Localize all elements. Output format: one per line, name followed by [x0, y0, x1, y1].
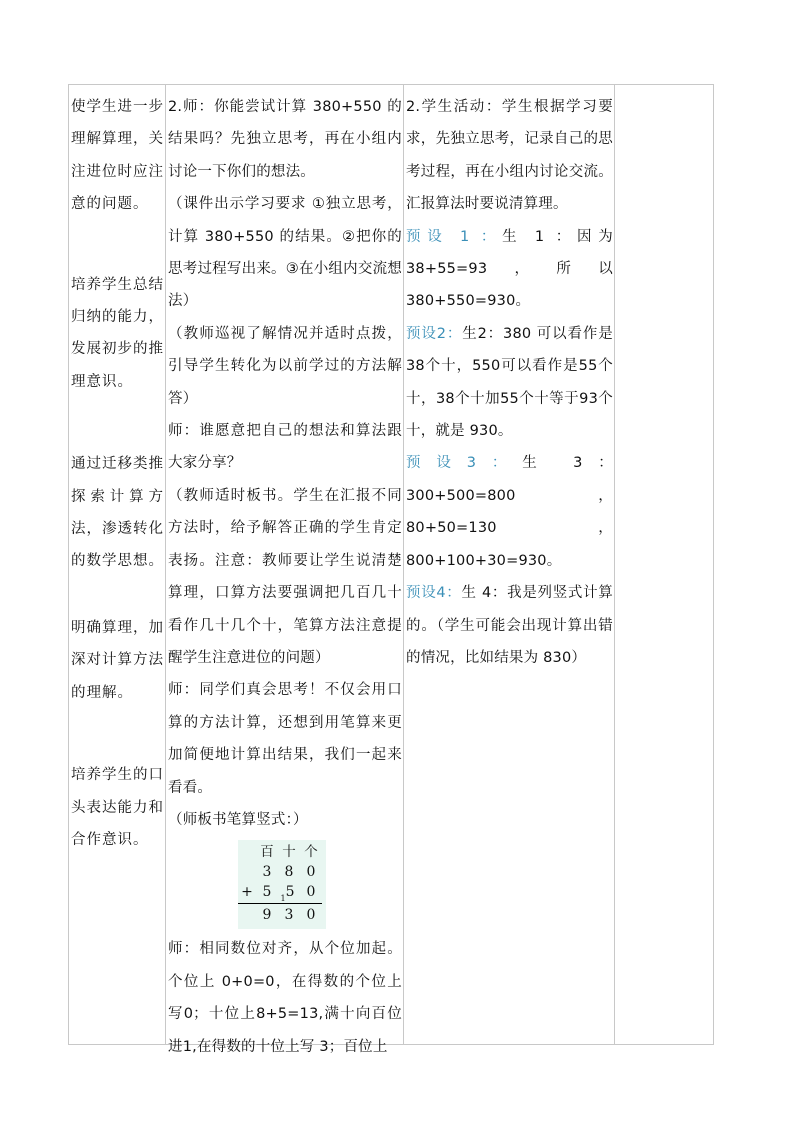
- result-digit: 0: [306, 907, 316, 924]
- teacher-paragraph: （师板书笔算竖式：）: [168, 811, 308, 828]
- teacher-paragraph: 师：谁愿意把自己的想法和算法跟大家分享？: [168, 423, 402, 472]
- vertical-addition: [238, 840, 402, 929]
- intent-block: 通过迁移类推探索计算方法，渗透转化的数学思想。: [71, 456, 164, 570]
- preset-2: [406, 318, 613, 448]
- preset-4: [406, 577, 613, 674]
- place-header-tens: 十: [282, 844, 296, 861]
- addend2-digit: 5: [262, 884, 272, 901]
- preset-label: 预设 1 ：: [406, 228, 503, 245]
- teacher-activity-column: [166, 85, 404, 1063]
- preset-1: [406, 221, 613, 318]
- addend1-digit: 8: [284, 864, 294, 881]
- preset-text: 生 4：我是列竖式计算的。（学生可能会出现计算出错的情况，比如结果为 830）: [406, 585, 613, 666]
- addend2-digit: 5: [285, 884, 295, 901]
- preset-text: 生 3：300+500=800，80+50=130，800+100+30=930。: [406, 455, 614, 569]
- student-paragraph: 2.学生活动：学生根据学习要求，先独立思考，记录自己的思考过程，再在小组内讨论交流。汇报算法时要说清算理。: [406, 99, 613, 213]
- lesson-plan-table: [68, 84, 714, 1055]
- intent-block: 培养学生的口头表达能力和合作意识。: [71, 767, 164, 848]
- teacher-paragraph: （教师适时板书。学生在汇报不同方法时，给予解答正确的学生肯定表扬。注意：教师要让学生说清楚算理，口算方法要强调把几百几十看作几十几个十，笔算方法注意提醒学生注意进位的问题）: [168, 487, 402, 666]
- addend1-digit: 3: [262, 864, 272, 881]
- teacher-paragraph: （教师巡视了解情况并适时点拨，引导学生转化为以前学过的方法解答）: [168, 325, 402, 407]
- preset-3: [406, 447, 613, 577]
- teacher-paragraph: 师：相同数位对齐，从个位加起。个位上 0+0=0，在得数的个位上写0；十位上8+5=13,满十向百位进1,在得数的十位上写 3；百位上: [168, 941, 402, 1055]
- teacher-paragraph: （课件出示学习要求 ①独立思考，计算 380+550 的结果。②把你的思考过程写出来。③在小组内交流想法）: [168, 196, 402, 310]
- preset-label: 预设3：: [406, 455, 523, 472]
- result-digit: 9: [262, 907, 272, 924]
- preset-label: 预设4：: [406, 585, 462, 602]
- sum-line: [238, 903, 322, 904]
- design-intent-column: [69, 85, 166, 856]
- intent-block: 培养学生总结归纳的能力，发展初步的推理意识。: [71, 276, 164, 390]
- addend1-digit: 0: [306, 864, 316, 881]
- intent-block: 明确算理，加深对计算方法的理解。: [71, 619, 164, 701]
- plus-sign: +: [241, 884, 253, 901]
- carry-digit: 1: [280, 894, 286, 904]
- student-activity-column: [404, 85, 615, 674]
- result-digit: 3: [284, 907, 294, 924]
- place-header-hundreds: 百: [260, 844, 274, 861]
- preset-label: 预设2：: [406, 325, 463, 342]
- place-header-ones: 个: [304, 844, 318, 861]
- teacher-paragraph: 师：同学们真会思考！不仅会用口算的方法计算，还想到用笔算来更加简便地计算出结果，我们一起来看看。: [168, 682, 402, 796]
- preset-text: 生 1 ：因为 38+55=93，所以380+550=930。: [406, 228, 613, 310]
- preset-text: 生2：380 可以看作是38个十，550可以看作是55个十，38个十加55个十等于93个十，就是 930。: [406, 325, 613, 440]
- addend2-digit: 0: [306, 884, 316, 901]
- intent-block: 使学生进一步理解算理，关注进位时应注意的问题。: [71, 99, 164, 213]
- teacher-paragraph: 2.师：你能尝试计算 380+550 的结果吗？先独立思考，再在小组内讨论一下你们的想法。: [168, 99, 402, 180]
